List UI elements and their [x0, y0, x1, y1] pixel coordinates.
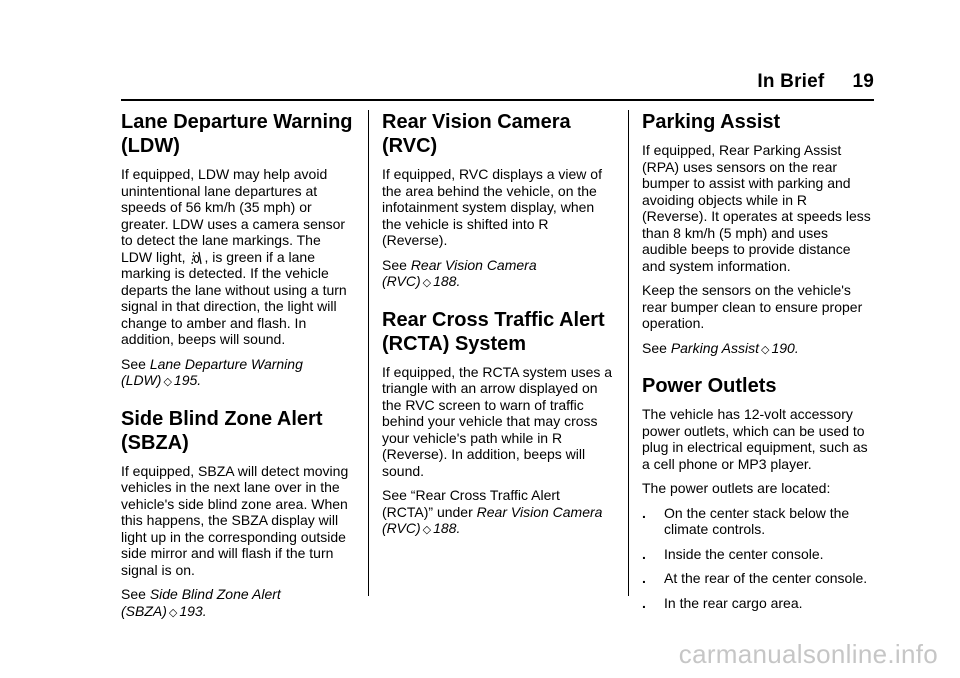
ldw-reference[interactable]: See Lane Departure Warning (LDW) ◇ 195.	[121, 355, 303, 388]
list-item	[642, 546, 876, 563]
see-label: See	[382, 256, 407, 273]
ldw-text-a: If equipped, LDW may help avoid unintentional lane departures at speeds of 56 km/h (35 mph) or greater. LDW uses a camera sensor to detect the lane markings. The LDW light,	[121, 166, 346, 265]
site-watermark: carmanualsonline.info	[678, 639, 938, 669]
header-rule	[121, 99, 874, 101]
rcta-paragraph: If equipped, the RCTA system uses a triangle with an arrow displayed on the RVC screen to warn of traffic behind your vehicle that may cross your vehicle's path while in R (Reverse). In addition, beeps will sound.	[382, 363, 613, 479]
column-3	[642, 110, 876, 619]
list-item-text: At the rear of the center console.	[664, 570, 868, 586]
bullet: .	[642, 594, 646, 611]
rvc-ref-title: Rear Vision Camera (RVC)	[382, 256, 537, 289]
page-number: 19	[852, 71, 874, 92]
po-paragraph-2: The power outlets are located:	[642, 480, 831, 496]
sbza-paragraph: If equipped, SBZA will detect moving vehicles in the next lane over in the vehicle's side blind zone area. When this happens, the SBZA display will light up in the corresponding outside side mirror and will flash if the turn signal is on.	[121, 462, 349, 578]
pa-paragraph-2: Keep the sensors on the vehicle's rear bumper clean to ensure proper operation.	[642, 282, 863, 331]
pa-ref-page: 190	[771, 339, 795, 356]
column-1	[121, 110, 354, 629]
ldw-ref-page: 195	[173, 372, 198, 388]
see-label: See	[642, 339, 667, 356]
rvc-paragraph: If equipped, RVC displays a view of the area behind the vehicle, on the infotainment system display, when the vehicle is shifted into R (Reverse).	[382, 166, 602, 248]
pa-paragraph-1: If equipped, Rear Parking Assist (RPA) uses sensors on the rear bumper to assist with parking and avoiding objects while in R (Reverse). It operates at speeds less than 8 km/h (5 mph) and uses audible beeps to provide distance and system information.	[642, 142, 871, 274]
see-label: See	[121, 355, 146, 372]
page-reference-arrow-icon: ◇	[163, 376, 172, 388]
ldw-heading: Lane Departure Warning (LDW)	[121, 111, 353, 157]
rcta-reference[interactable]: See “Rear Cross Traffic Alert (RCTA)” under Rear Vision Camera (RVC) ◇ 188.	[382, 487, 603, 536]
list-item-text: In the rear cargo area.	[664, 594, 803, 611]
see-label: See “Rear Cross Traffic Alert (RCTA)” under	[382, 487, 560, 520]
po-location-list	[642, 505, 876, 612]
column-2	[382, 110, 614, 547]
see-label: See	[121, 586, 146, 602]
list-item-text: On the center stack below the climate controls.	[664, 504, 850, 537]
ldw-ref-title: Lane Departure Warning (LDW)	[121, 355, 303, 388]
sbza-reference[interactable]: See Side Blind Zone Alert (SBZA) ◇ 193.	[121, 586, 281, 619]
ldw-text-b: , is green if a lane marking is detected. If the vehicle departs the lane without using a turn signal in that direction, the light will change to amber and flash. In addition, beeps will sound.	[121, 248, 347, 347]
sbza-ref-page: 193	[179, 602, 203, 619]
bullet: .	[642, 545, 646, 562]
page-reference-arrow-icon: ◇	[422, 524, 432, 536]
bullet: .	[642, 570, 646, 586]
rvc-ref-page: 188	[433, 273, 457, 289]
page-reference-arrow-icon: ◇	[761, 343, 770, 356]
rcta-ref-title: Rear Vision Camera (RVC)	[382, 503, 603, 536]
pa-ref-title: Parking Assist	[670, 339, 759, 356]
column-divider-1	[368, 110, 369, 596]
page-header	[757, 71, 874, 93]
sbza-heading: Side Blind Zone Alert (SBZA)	[121, 407, 323, 454]
section-title: In Brief	[757, 71, 825, 92]
rvc-heading: Rear Vision Camera (RVC)	[382, 111, 571, 157]
bullet: .	[642, 504, 646, 521]
column-divider-2	[628, 110, 629, 596]
list-item	[642, 505, 876, 538]
rcta-ref-page: 188	[433, 520, 457, 536]
po-heading: Power Outlets	[642, 375, 777, 397]
lane-departure-warning-icon	[190, 251, 203, 265]
page-reference-arrow-icon: ◇	[422, 277, 432, 289]
list-item	[642, 570, 876, 587]
rcta-heading: Rear Cross Traffic Alert (RCTA) System	[382, 308, 605, 355]
pa-heading: Parking Assist	[642, 111, 781, 133]
ldw-paragraph	[121, 166, 354, 348]
sbza-ref-title: Side Blind Zone Alert (SBZA)	[121, 586, 281, 619]
pa-reference[interactable]: See Parking Assist ◇ 190.	[642, 339, 799, 356]
page-reference-arrow-icon: ◇	[168, 606, 178, 619]
list-item-text: Inside the center console.	[664, 545, 824, 562]
po-paragraph-1: The vehicle has 12-volt accessory power outlets, which can be used to plug in electrical equipment, such as a cell phone or MP3 player.	[642, 406, 868, 472]
list-item	[642, 595, 876, 612]
rvc-reference[interactable]: See Rear Vision Camera (RVC) ◇ 188.	[382, 256, 537, 289]
